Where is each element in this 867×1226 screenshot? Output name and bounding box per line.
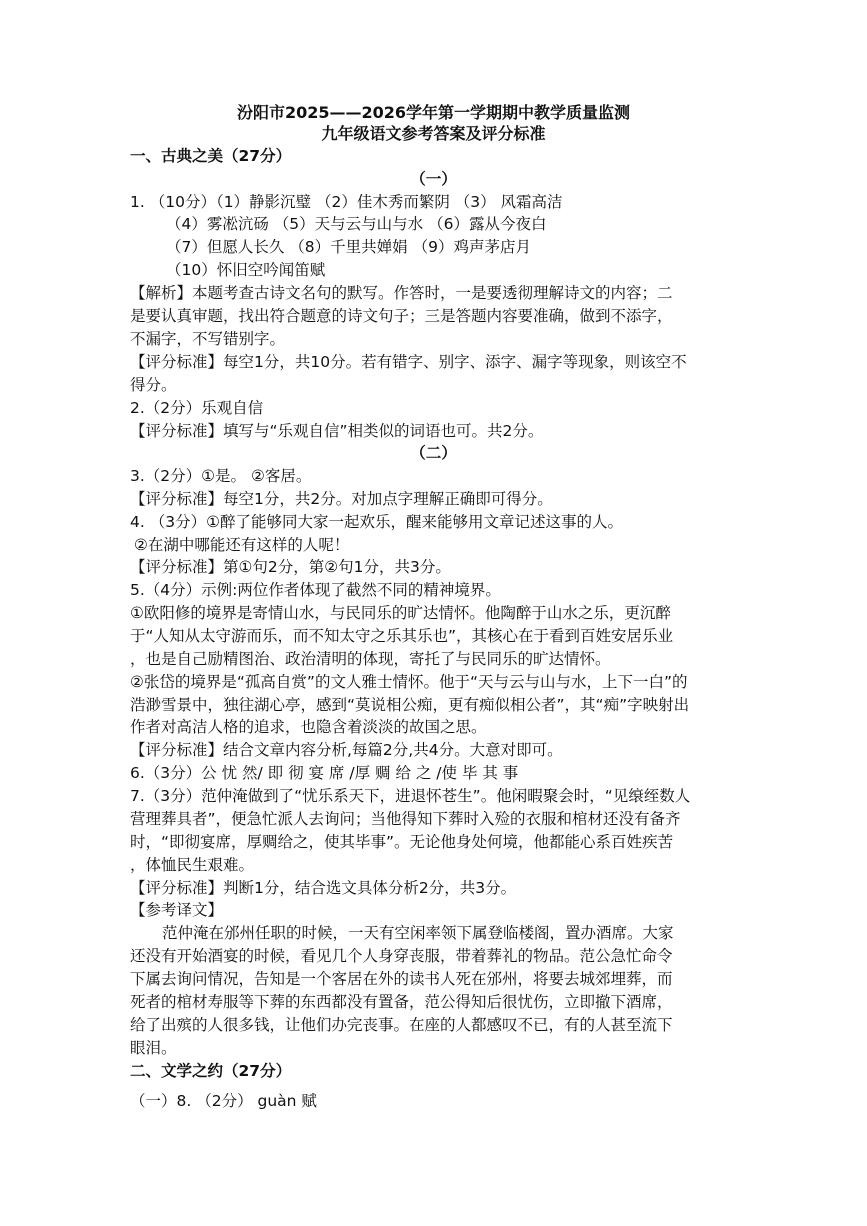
- q5-line-1: 5.（4分）示例:两位作者体现了截然不同的精神境界。: [130, 581, 501, 599]
- document-subtitle: 九年级语文参考答案及评分标准: [321, 124, 546, 143]
- q7-translation-6: 眼泪。: [130, 1039, 177, 1057]
- q4-line-1: 4. （3分）①醉了能够同大家一起欢乐，醒来能够用文章记述这事的人。: [130, 513, 623, 531]
- q2-scoring: 【评分标准】填写与“乐观自信”相类似的词语也可。共2分。: [130, 422, 544, 440]
- q7-translation-3: 下属去询问情况，告知是一个客居在外的读书人死在邠州，将要去城郊埋葬，而: [130, 970, 673, 988]
- section-heading-1: 一、古典之美（27分）: [130, 147, 292, 165]
- part-heading-2: （二）: [410, 444, 457, 462]
- q7-line-2: 营理葬具者”，便急忙派人去询问；当他得知下葬时入殓的衣服和棺材还没有备齐: [130, 810, 681, 828]
- q7-scoring: 【评分标准】判断1分，结合选文具体分析2分，共3分。: [130, 879, 517, 897]
- section-heading-2: 二、文学之约（27分）: [130, 1062, 292, 1080]
- part-heading-1: （一）: [410, 170, 457, 188]
- q7-translation-2: 还没有开始酒宴的时候，看见几个人身穿丧服，带着葬礼的物品。范公急忙命令: [130, 947, 673, 965]
- q1-scoring-1: 【评分标准】每空1分，共10分。若有错字、别字、添字、漏字等现象，则该空不: [130, 353, 687, 371]
- q8-line-1: （一）8. （2分） guàn 赋: [130, 1092, 317, 1110]
- q2-line-1: 2.（2分）乐观自信: [130, 399, 264, 417]
- q1-analysis-2: 是要认真审题，找出符合题意的诗文句子；三是答题内容要准确，做到不添字，: [130, 307, 673, 325]
- q7-translation-5: 给了出殡的人很多钱，让他们办完丧事。在座的人都感叹不已，有的人甚至流下: [130, 1016, 673, 1034]
- q4-line-2: ②在湖中哪能还有这样的人呢！: [134, 536, 350, 554]
- q4-scoring: 【评分标准】第①句2分，第②句1分，共3分。: [130, 558, 451, 576]
- q7-line-3: 时，“即彻宴席，厚赒给之，使其毕事”。无论他身处何境，他都能心系百姓疾苦: [130, 833, 674, 851]
- q5-line-4: ，也是自己励精图治、政治清明的体现，寄托了与民同乐的旷达情怀。: [130, 650, 611, 668]
- q1-analysis-3: 不漏字，不写错别字。: [130, 330, 286, 348]
- q5-line-3: 于“人知从太守游而乐，而不知太守之乐其乐也”，其核心在于看到百姓安居乐业: [130, 627, 674, 645]
- q5-line-2: ①欧阳修的境界是寄情山水，与民同乐的旷达情怀。他陶醉于山水之乐，更沉醉: [130, 604, 671, 622]
- q7-line-1: 7.（3分）范仲淹做到了“忧乐系天下，进退怀苍生”。他闲暇聚会时，“见缞绖数人: [130, 787, 691, 805]
- q3-scoring: 【评分标准】每空1分，共2分。对加点字理解正确即可得分。: [130, 490, 553, 508]
- q5-scoring: 【评分标准】结合文章内容分析,每篇2分,共4分。大意对即可。: [130, 741, 563, 759]
- q1-line-4: （10）怀旧空吟闻笛赋: [166, 261, 326, 279]
- q7-reference-heading: 【参考译文】: [130, 901, 224, 919]
- q6-line-1: 6.（3分）公 忧 然/ 即 彻 宴 席 /厚 赒 给 之 /使 毕 其 事: [130, 764, 519, 782]
- q1-line-2: （4）雾凇沆砀 （5）天与云与山与水 （6）露从今夜白: [166, 215, 547, 233]
- q3-line-1: 3.（2分）①是。 ②客居。: [130, 467, 312, 485]
- q1-line-3: （7）但愿人长久 （8）千里共婵娟 （9）鸡声茅店月: [166, 238, 531, 256]
- document-title: 汾阳市2025——2026学年第一学期期中教学质量监测: [236, 103, 631, 122]
- q5-line-6: 浩渺雪景中，独往湖心亭，感到“莫说相公痴，更有痴似相公者”，其“痴”字映射出: [130, 696, 690, 714]
- q1-analysis-1: 【解析】本题考查古诗文名句的默写。作答时，一是要透彻理解诗文的内容；二: [130, 284, 673, 302]
- q7-translation-1: 范仲淹在邠州任职的时候，一天有空闲率领下属登临楼阁，置办酒席。大家: [162, 924, 674, 942]
- q5-line-5: ②张岱的境界是“孤高自赏”的文人雅士情怀。他于“天与云与山与水，上下一白”的: [130, 673, 688, 691]
- q1-line-1: 1. （10分）（1）静影沉璧 （2）佳木秀而繁阴 （3） 风霜高洁: [130, 193, 563, 211]
- q7-line-4: ，体恤民生艰难。: [130, 856, 255, 874]
- q7-translation-4: 死者的棺材寿服等下葬的东西都没有置备，范公得知后很忧伤，立即撤下酒席，: [130, 993, 673, 1011]
- q1-scoring-2: 得分。: [130, 376, 177, 394]
- q5-line-7: 作者对高洁人格的追求，也隐含着淡淡的故国之思。: [130, 718, 487, 736]
